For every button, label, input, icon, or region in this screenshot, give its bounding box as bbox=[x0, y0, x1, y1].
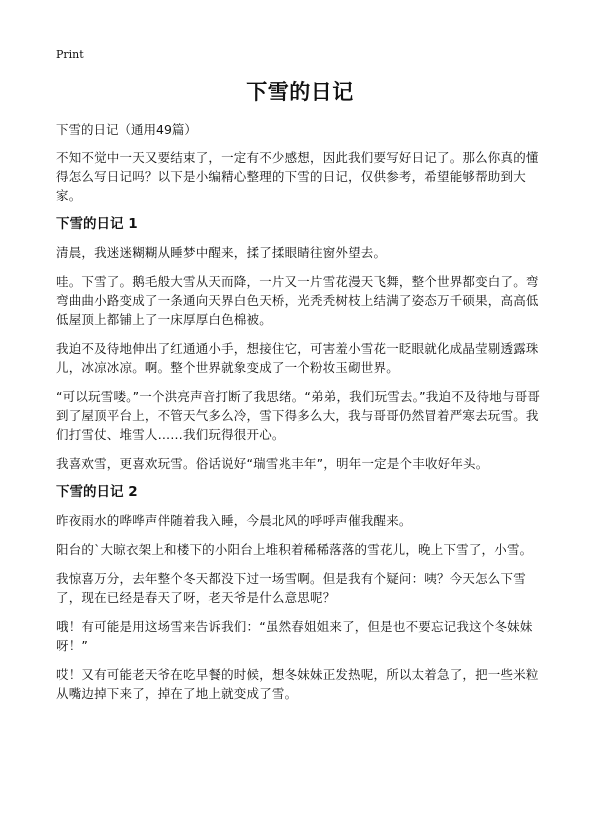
section-1-paragraph: 清晨，我迷迷糊糊从睡梦中醒来，揉了揉眼睛往窗外望去。 bbox=[56, 245, 387, 260]
section-2-paragraph: 我惊喜万分，去年整个冬天都没下过一场雪啊。但是我有个疑问：咦？今天怎么下雪了，现在已经是春天了呀，老天爷是什么意思呢？ bbox=[56, 571, 526, 605]
article-body bbox=[56, 122, 546, 713]
section-heading-2: 下雪的日记 2 bbox=[56, 484, 138, 500]
section-2-paragraph: 哦！有可能是用这场雪来告诉我们：“虽然春姐姐来了，但是也不要忘记我这个冬妹妹呀！” bbox=[56, 619, 533, 653]
section-2-paragraph: 阳台的`大晾衣架上和楼下的小阳台上堆积着稀稀落落的雪花儿，晚上下雪了，小雪。 bbox=[56, 542, 533, 557]
page-title: 下雪的日记 bbox=[246, 80, 354, 104]
section-heading-1: 下雪的日记 1 bbox=[56, 216, 138, 232]
section-1-paragraph: 我喜欢雪，更喜欢玩雪。俗话说好“瑞雪兆丰年”，明年一定是个丰收好年头。 bbox=[56, 456, 489, 471]
section-1-paragraph: 我迫不及待地伸出了红通通小手，想接住它，可害羞小雪花一眨眼就化成晶莹剔透露珠儿，冰凉冰凉。啊。整个世界就象变成了一个粉妆玉砌世界。 bbox=[56, 341, 539, 375]
intro-paragraph: 不知不觉中一天又要结束了，一定有不少感想，因此我们要写好日记了。那么你真的懂得怎么写日记吗？以下是小编精心整理的下雪的日记，仅供参考，希望能够帮助到大家。 bbox=[56, 150, 539, 203]
section-1-paragraph: “可以玩雪喽。”一个洪亮声音打断了我思绪。“弟弟，我们玩雪去。”我迫不及待地与哥哥到了屋顶平台上，不管天气多么冷，雪下得多么大，我与哥哥仍然冒着严寒去玩雪。我们打雪仗、堆雪人……我们玩得很开心。 bbox=[56, 389, 541, 442]
article-subtitle: 下雪的日记（通用49篇） bbox=[56, 122, 197, 137]
print-link[interactable]: Print bbox=[56, 48, 84, 61]
section-2-paragraph: 哎！又有可能老天爷在吃早餐的时候，想冬妹妹正发热呢，所以太着急了，把一些米粒从嘴边掉下来了，掉在了地上就变成了雪。 bbox=[56, 667, 539, 701]
section-2-paragraph: 昨夜雨水的哗哗声伴随着我入睡，今晨北风的呼呼声催我醒来。 bbox=[56, 513, 412, 528]
section-1-paragraph: 哇。下雪了。鹅毛般大雪从天而降，一片又一片雪花漫天飞舞，整个世界都变白了。弯弯曲曲小路变成了一条通向天界白色天桥，光秃秃树枝上结满了姿态万千硕果，高高低低屋顶上都铺上了一床厚厚白色棉被。 bbox=[56, 274, 539, 327]
